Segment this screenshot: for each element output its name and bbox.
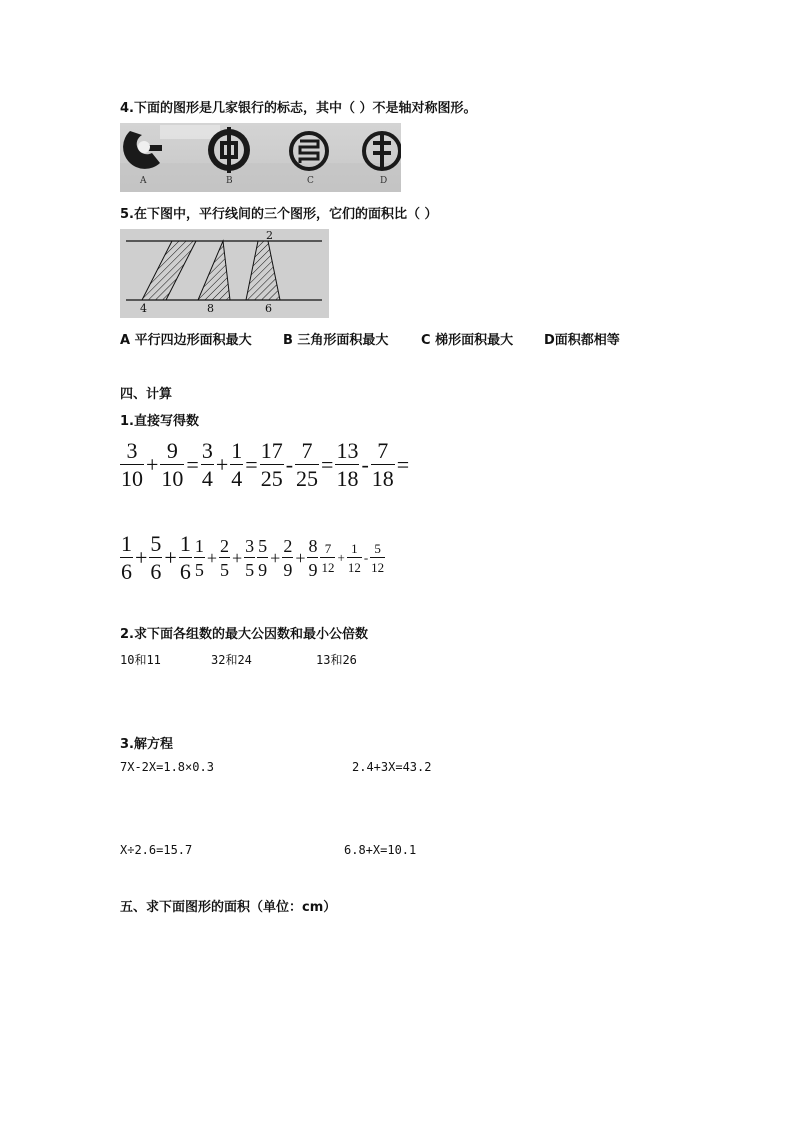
operator: + xyxy=(164,545,177,570)
operator: + xyxy=(135,545,148,570)
fraction xyxy=(194,537,205,579)
operator: - xyxy=(285,452,294,477)
numerator: 1 xyxy=(351,541,358,556)
operator: + xyxy=(232,547,243,568)
bank-logos-image xyxy=(120,123,401,192)
fraction xyxy=(282,537,293,579)
denominator: 9 xyxy=(282,557,293,579)
number-pair-2: 32和24 xyxy=(211,653,252,667)
denominator: 6 xyxy=(179,559,191,584)
option-d: D面积都相等 xyxy=(544,333,620,348)
numerator: 5 xyxy=(258,536,268,556)
numerator: 3 xyxy=(245,536,255,556)
denominator: 5 xyxy=(194,557,205,579)
operator: + xyxy=(206,547,217,568)
numerator: 8 xyxy=(308,536,318,556)
denominator: 12 xyxy=(320,557,335,574)
figure-bottom-number-3: 6 xyxy=(265,302,272,315)
denominator: 9 xyxy=(307,557,318,579)
equation-1: 7X-2X=1.8×0.3 xyxy=(120,760,214,774)
denominator: 25 xyxy=(296,466,319,491)
denominator: 25 xyxy=(260,466,283,491)
denominator: 5 xyxy=(244,557,255,579)
operator: = xyxy=(245,452,258,477)
numerator: 3 xyxy=(126,438,138,463)
denominator: 12 xyxy=(370,557,385,574)
number-pair-3: 13和26 xyxy=(316,653,357,667)
denominator: 10 xyxy=(161,466,184,491)
operator: = xyxy=(321,452,334,477)
fraction-row-2 xyxy=(120,533,387,583)
logo-label-b: B xyxy=(226,176,233,186)
triangle-shape xyxy=(198,241,230,300)
numerator: 7 xyxy=(377,438,389,463)
fraction xyxy=(371,440,395,490)
fraction xyxy=(160,440,184,490)
denominator: 12 xyxy=(347,557,362,574)
fraction xyxy=(149,533,162,583)
numerator: 5 xyxy=(374,541,381,556)
option-b: B 三角形面积最大 xyxy=(283,333,389,348)
equation-3: X÷2.6=15.7 xyxy=(120,843,193,857)
operator: - xyxy=(361,452,369,477)
figure-bottom-number-1: 4 xyxy=(140,302,147,315)
fraction xyxy=(295,440,319,490)
question-4-text: 4.下面的图形是几家银行的标志，其中（ ）不是轴对称图形。 xyxy=(120,101,477,116)
parallel-lines-figure xyxy=(120,229,329,318)
question-5-text: 5.在下图中，平行线间的三个图形，它们的面积比（ ） xyxy=(120,207,438,222)
numerator: 7 xyxy=(301,438,313,463)
fraction xyxy=(335,440,359,490)
subsection-1-title: 1.直接写得数 xyxy=(120,414,199,429)
denominator: 18 xyxy=(371,466,394,491)
numerator: 1 xyxy=(194,536,204,556)
fraction xyxy=(260,440,284,490)
operator: + xyxy=(146,452,159,477)
fraction-row-1 xyxy=(120,440,411,490)
denominator: 10 xyxy=(121,466,143,491)
logo-label-c: C xyxy=(307,176,314,186)
fraction xyxy=(120,533,133,583)
logo-d-icon xyxy=(364,133,400,169)
operator: + xyxy=(295,547,306,568)
figure-top-number: 2 xyxy=(266,229,273,242)
numerator: 1 xyxy=(179,531,191,556)
numerator: 3 xyxy=(201,438,213,463)
fraction xyxy=(257,537,268,579)
denominator: 4 xyxy=(231,466,243,491)
fraction xyxy=(219,537,230,579)
subsection-2-title: 2.求下面各组数的最大公因数和最小公倍数 xyxy=(120,627,368,642)
numerator: 13 xyxy=(336,438,359,463)
denominator: 9 xyxy=(257,557,268,579)
denominator: 6 xyxy=(121,559,132,584)
denominator: 5 xyxy=(219,557,230,579)
option-a: A 平行四边形面积最大 xyxy=(120,333,252,348)
equation-4: 6.8+X=10.1 xyxy=(344,843,417,857)
operator: = xyxy=(186,452,199,477)
operator: = xyxy=(396,452,410,477)
section-4-title: 四、计算 xyxy=(120,387,173,402)
fraction xyxy=(244,537,255,579)
numerator: 7 xyxy=(324,541,332,556)
number-pair-1: 10和11 xyxy=(120,653,161,667)
numerator: 5 xyxy=(150,531,162,556)
fraction xyxy=(347,542,362,574)
fraction xyxy=(201,440,214,490)
denominator: 18 xyxy=(336,466,359,491)
operator: - xyxy=(363,550,369,565)
operator: + xyxy=(270,547,281,568)
numerator: 2 xyxy=(220,536,229,556)
operator: + xyxy=(337,550,345,565)
operator: + xyxy=(215,452,229,477)
parallelogram-shape xyxy=(142,241,196,300)
fraction xyxy=(307,537,318,579)
fraction xyxy=(120,440,144,490)
numerator: 2 xyxy=(283,536,293,556)
section-5-title: 五、求下面图形的面积（单位：cm） xyxy=(120,900,337,915)
trapezoid-shape xyxy=(246,241,280,300)
logo-label-d: D xyxy=(380,176,388,186)
numerator: 9 xyxy=(166,438,178,463)
denominator: 4 xyxy=(201,466,213,491)
equation-2: 2.4+3X=43.2 xyxy=(352,760,432,774)
option-c: C 梯形面积最大 xyxy=(421,333,514,348)
fraction xyxy=(179,533,192,583)
fraction xyxy=(230,440,243,490)
numerator: 17 xyxy=(260,438,283,463)
fraction xyxy=(370,542,385,574)
numerator: 1 xyxy=(231,438,243,463)
numerator: 1 xyxy=(121,531,132,556)
fraction xyxy=(320,542,335,574)
subsection-3-title: 3.解方程 xyxy=(120,737,173,752)
figure-bottom-number-2: 8 xyxy=(207,302,214,315)
logo-label-a: A xyxy=(140,176,147,186)
denominator: 6 xyxy=(150,559,162,584)
